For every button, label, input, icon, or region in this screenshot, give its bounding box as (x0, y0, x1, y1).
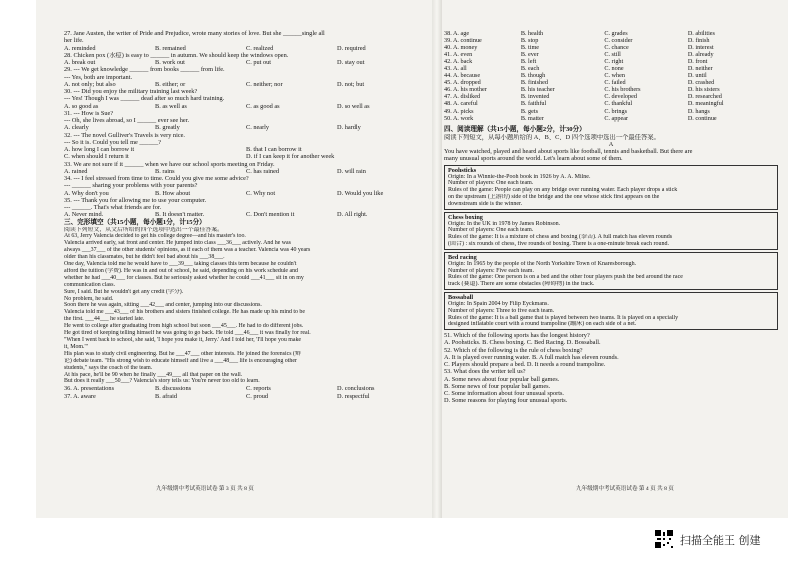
option: A. so good as (64, 102, 99, 110)
scanned-spread (36, 0, 788, 518)
option: B. gets (520, 107, 539, 115)
option: C. proud (246, 392, 269, 400)
option-row (64, 45, 428, 52)
cloze-line: But does it really ___50___? Valencia's story tells us: You're never too old to learn. (64, 378, 260, 385)
question-line: 34. --- I feel stressed from time to time. Could you give me some advice? (64, 175, 249, 182)
cloze-line: No problem, he said. (64, 295, 114, 302)
option-row (64, 393, 428, 400)
question-line: D. Some reasons for playing four unusual sports. (444, 397, 568, 405)
option-row (64, 190, 428, 197)
option-grid-row (444, 44, 778, 51)
option-grid-row (444, 86, 778, 93)
option-grid-row (444, 100, 778, 107)
option: C. brings (604, 107, 628, 115)
option: D. if I can keep it for another week (246, 153, 335, 161)
option: C. failed (604, 79, 626, 87)
option: 40. A. money (444, 44, 478, 52)
option: D. All right. (337, 211, 368, 219)
option: C. thankful (604, 100, 633, 108)
option: C. none (604, 65, 624, 73)
option-grid-row (444, 108, 778, 115)
page-fold (432, 0, 442, 518)
option: A. not only; but also (64, 80, 116, 88)
cloze-line: communication class. (64, 281, 116, 288)
option: 46. A. his mother (444, 86, 487, 94)
cloze-line: always ___37___ of the other students' opinions, as if each of them was a teacher. Valencia was 40 years (64, 247, 311, 254)
option: C. his brothers (604, 86, 641, 94)
option: C. grades (604, 30, 628, 37)
option: D. stay out (337, 59, 365, 66)
cloze-line: "When I went back to school, she said, 'I hope you make it, Jerry.' And I told her, 'I'll hope you make (64, 337, 302, 343)
option: B. stop (520, 37, 539, 45)
option: C. put out (246, 59, 272, 66)
sport-line: Number of players: One each team. (448, 227, 534, 234)
cloze-line: students," says the coach of the team. (64, 364, 153, 371)
right-footer: 九年级期中考试英语试卷 第 4 页 共 8 页 (576, 486, 674, 492)
option: D. will rain (337, 167, 366, 175)
option: B. each (520, 65, 540, 73)
option: C. when should I return it (64, 153, 129, 161)
sport-line: on the upstream (上游的) side of the bridge and the one whose stick first appears on the (448, 194, 660, 200)
option-grid-row (444, 58, 778, 65)
option: B. faithful (520, 100, 547, 108)
section-heading: 四、阅读理解（共15小题，每小题2分，计30分） (444, 125, 586, 133)
question-line: B. Some news of four popular ball games. (444, 382, 551, 390)
sport-title: Chess boxing (448, 213, 483, 221)
cloze-line: Soon there he was again, sitting ___42___ and center, jumping into our discussions. (64, 302, 262, 309)
option-grid-row (444, 30, 778, 37)
option: 38. A. age (444, 30, 470, 37)
option: A. clearly (64, 124, 89, 132)
sport-line: Origin: In Spain 2004 by Filip Eyckmans. (448, 300, 549, 307)
sport-line: Origin: In a Winnie-the-Pooh book in 1926 by A. A. Milne. (448, 173, 591, 180)
section-heading: 三、完形填空（共15小题，每小题1分，计15分） (64, 218, 206, 226)
option: A. break out (64, 59, 96, 66)
option: C. Why not (246, 189, 276, 197)
option: C. still (604, 51, 621, 59)
option: 36. A. presentations (64, 385, 115, 393)
option: D. until (687, 72, 707, 80)
cloze-line: One day, Valencia told me he would have to ___39___ taking classes this term because he couldn't (64, 261, 297, 268)
option: C. chance (604, 44, 629, 52)
option-grid-row (444, 51, 778, 58)
option: C. developed (604, 93, 637, 101)
option: D. hangs (687, 107, 710, 115)
left-footer: 九年级期中考试英语试卷 第 3 页 共 8 页 (156, 486, 254, 492)
option: D. finish (687, 37, 710, 45)
cloze-line: He got tired of keeping telling himself he was going to go back. He told ___46___ it was finally for real. (64, 330, 311, 337)
question-line: C. Some information about four unusual sports. (444, 390, 564, 398)
option: D. already (687, 51, 714, 59)
option: B. greatly (155, 124, 180, 132)
option: D. required (337, 44, 366, 52)
sport-line: Rules of the game: One person is on a bed and the other four players push the bed around the race (448, 274, 683, 281)
option: 44. A. because (444, 72, 481, 80)
option: 42. A. back (444, 58, 473, 66)
sport-line: designed inflatable court with a round trampoline (蹦床) on each side of a net. (448, 321, 637, 328)
sport-box (444, 165, 778, 210)
option: B. left (520, 58, 537, 66)
option: C. when (604, 72, 625, 80)
question-line: 52. Which of the following is the rule of chess boxing? (444, 346, 583, 354)
qr-code-icon (655, 530, 673, 548)
option: B. his teacher (520, 86, 555, 94)
question-line: A. Poohsticks. B. Chess boxing. C. Bed Racing. D. Bossaball. (444, 339, 601, 347)
option: B. health (520, 30, 544, 37)
option: B. that I can borrow it (246, 146, 302, 153)
option: 43. A. all (444, 65, 467, 73)
option-grid-row (444, 93, 778, 100)
option: B. ever (520, 51, 539, 59)
option-row (64, 124, 428, 131)
question-line: 53. What does the writer tell us? (444, 368, 526, 376)
option: C. neither; nor (246, 80, 283, 88)
option: C. appear (604, 114, 629, 122)
option: B. either; or (155, 80, 186, 88)
question-line: 51. Which of the following sports has the longest history? (444, 332, 590, 340)
option: D. front (687, 58, 708, 66)
cloze-line: Valencia told me ___43___ of his brothers and sisters finished college. He has made up his mind to be (64, 309, 305, 316)
sport-line: Rules of the game: It is a ball game that is played between two teams. It is played on a specially (448, 314, 679, 321)
option: C. consider (604, 37, 633, 45)
option-row (64, 103, 428, 110)
option: B. matter (520, 114, 544, 122)
option: D. continue (687, 114, 717, 122)
option-grid-row (444, 72, 778, 79)
cloze-line: whether he had ___40___ for classes. But he seriously asked whether he could ___41___ sit in on my (64, 274, 304, 281)
cloze-line: At 63, Jerry Valencia decided to get his college degree—and his master's too. (64, 233, 246, 240)
option-row (64, 385, 428, 392)
option: D. conclusions (337, 385, 375, 393)
option: A. reminded (64, 44, 96, 52)
sport-line: downstream side is the winner. (448, 200, 523, 207)
option: C. as good as (246, 102, 280, 110)
cloze-line: He went to college after graduating from high school but soon ___45___. He had to do different jobs. (64, 323, 304, 330)
option: D. neither (687, 65, 713, 73)
cloze-line: older than his classmates, but he didn't feel bad about his ___38___. (64, 254, 225, 261)
option: A. Why don't you (64, 189, 109, 197)
option: B. discussions (155, 385, 192, 393)
cloze-line: 论) debate team. "His strong wish to educate himself and live a ___48___ life is encouraging other (64, 357, 297, 364)
sport-line: Number of players: One each team. (448, 180, 534, 187)
option-row (64, 146, 428, 153)
question-line: 31. --- How is Sue? (64, 109, 114, 117)
option: C. realized (246, 44, 274, 52)
option: B. though (520, 72, 546, 80)
section-instruction: 阅读下列短文，从每小题所给的 A、B、C、D 四个选项中选出一个最佳答案。 (444, 133, 660, 141)
question-line: 30. --- Did you enjoy the military training last week? (64, 88, 198, 95)
option: 41. A. even (444, 51, 473, 59)
sport-line: (回合) : six rounds of chess, five rounds of boxing. There is a one-minute break each round. (448, 240, 670, 247)
option: 39. A. continue (444, 37, 482, 45)
sport-line: Rules of the game: People can play on any bridge over running water. Each player drops a stick (448, 187, 678, 194)
option-row (64, 211, 428, 218)
question-line: 29. --- We get knowledge ______ from books ______ from life. (64, 66, 225, 74)
option: 37. A. aware (64, 392, 96, 400)
question-line: --- So it is. Could you tell me ______? (64, 138, 162, 146)
sport-box (444, 212, 778, 250)
sport-line: Rules of the game: It is a mixture of chess and boxing (拳击). A full match has eleven rounds (448, 234, 673, 241)
sport-line: Number of players: Three to five each team. (448, 307, 555, 314)
option-grid-row (444, 37, 778, 44)
cloze-line: Sure, I said. But he wouldn't get any credit (学分). (64, 288, 184, 295)
option-row (64, 168, 428, 175)
option: A. Never mind. (64, 211, 104, 219)
left-page (64, 30, 428, 496)
passage-letter: A (608, 140, 614, 148)
sport-line: Origin: In 1965 by the people of the North Yorkshire Town of Knaresborough. (448, 260, 637, 267)
option: 45. A. dropped (444, 79, 481, 87)
cloze-line: afford the tuition (学费). He was in and out of school, he said, depending on his work schedule and (64, 267, 298, 274)
question-line: A. Some news about four popular ball games. (444, 375, 560, 383)
sport-box (444, 292, 778, 330)
option: B. finished (520, 79, 548, 87)
passage-line: many unusual sports around the world. Let's learn about some of them. (444, 155, 623, 163)
cloze-line: Valencia arrived early, sat front and center. He jumped into class ___36___ actively. And he was (64, 240, 291, 247)
question-line: 33. We are not sure if it ______ when we have our school sports meeting on Friday. (64, 160, 275, 168)
option: 47. A. disliked (444, 93, 481, 101)
question-line: C. Players should prepare a bed. D. It needs a round trampoline. (444, 361, 606, 369)
option: B. work out (155, 59, 185, 66)
option: 50. A. work (444, 114, 474, 122)
option: B. remained (155, 44, 186, 52)
option: D. interest (687, 44, 714, 52)
question-line: --- ______ sharing your problems with your parents? (64, 182, 198, 190)
option: C. reports (246, 385, 271, 393)
option: B. time (520, 44, 540, 52)
option: D. hardly (337, 124, 361, 132)
cloze-line: 阅读下列短文，从文后所给的四个选项中选出一个最佳答案。 (64, 226, 224, 233)
passage-line: You have watched, played and heard about sports like football, tennis and basketball. But there are (444, 148, 693, 156)
sport-box (444, 252, 778, 290)
option: D. so well as (337, 102, 370, 110)
option: 49. A. picks (444, 107, 474, 115)
option: C. Don't mention it (246, 211, 295, 219)
option-grid-row (444, 115, 778, 122)
option-row (64, 59, 428, 66)
option: D. meaningful (687, 100, 724, 108)
option: D. not; but (337, 80, 365, 88)
option: B. How about (155, 189, 191, 197)
option: D. abilities (687, 30, 715, 37)
question-line: --- Yes! Though I was ______ dead after so much hard training. (64, 95, 225, 103)
option: B. rains (155, 167, 175, 175)
cloze-line: it, Mom.'" (64, 343, 88, 350)
cloze-line: At his pace, he'll be 90 when he finally ___49___ all that paper on the wall. (64, 371, 243, 378)
right-page (444, 30, 778, 496)
question-line: 27. Jane Austen, the writer of Pride and Prejudice, wrote many stories of love. But she ______single all (64, 30, 325, 37)
option: B. afraid (155, 392, 178, 400)
option: A. how long I can borrow it (64, 146, 135, 153)
question-line: 28. Chicken pox (水痘) is easy to ______ in autumn. We should keep the windows open. (64, 51, 289, 59)
question-line: 35. --- Thank you for allowing me to use your computer. (64, 196, 207, 204)
cloze-line: the first. ___44___ he started late. (64, 316, 145, 323)
option: D. Would you like (337, 189, 384, 197)
cloze-line: His plan was to study civil engineering. But he ___47___ other interests. He joined the forensics (辩 (64, 350, 301, 357)
option: C. nearly (246, 124, 270, 132)
option-grid-row (444, 65, 778, 72)
option: C. right (604, 58, 624, 66)
question-line: --- ______. That's what friends are for. (64, 204, 162, 211)
option: D. researched (687, 93, 722, 101)
option: A. rained (64, 167, 88, 175)
option-grid-row (444, 79, 778, 86)
option: C. has rained (246, 167, 280, 175)
question-line: her life. (64, 37, 84, 45)
option: D. his sisters (687, 86, 720, 94)
question-line: --- Oh, she lives abroad, so I ______ ever see her. (64, 117, 190, 124)
sport-line: track (赛道). There are some obstacles (障碍物) in the track. (448, 281, 595, 288)
option: D. crashed (687, 79, 715, 87)
sport-line: Origin: In the UK in 1978 by James Robinson. (448, 220, 561, 227)
option: B. It doesn't matter. (155, 211, 205, 219)
option-row (64, 153, 428, 160)
option-row (64, 81, 428, 88)
sport-title: Bossaball (448, 293, 474, 301)
option: D. respectful (337, 392, 370, 400)
option: B. invented (520, 93, 550, 101)
question-line: --- Yes, both are important. (64, 73, 133, 81)
option: B. as well as (155, 102, 187, 110)
sport-line: Number of players: Five each team. (448, 267, 534, 274)
sport-title: Poohsticks (448, 166, 477, 174)
scanner-brand: 扫描全能王 创建 (680, 534, 761, 547)
sport-title: Bed racing (448, 253, 477, 261)
question-line: A. It is played over running water. B. A full match has eleven rounds. (444, 353, 619, 361)
option: 48. A. careful (444, 100, 478, 108)
question-line: 32. --- The novel Gulliver's Travels is very nice. (64, 131, 185, 139)
